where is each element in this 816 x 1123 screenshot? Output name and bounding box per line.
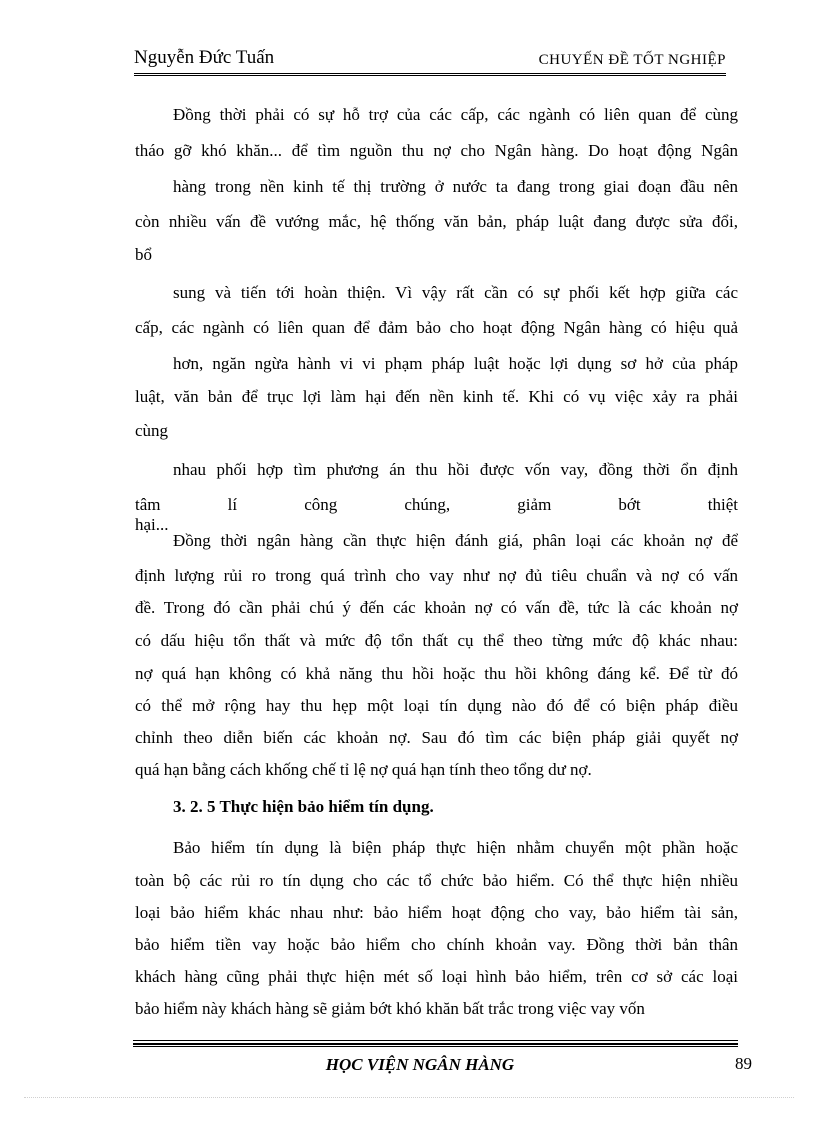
body-line: Đồng thời phải có sự hỗ trợ của các cấp, các ngành có liên quan để cùng [173, 105, 738, 124]
body-line: còn nhiều vấn đề vướng mắc, hệ thống văn bản, pháp luật đang được sửa đổi, [135, 212, 738, 231]
body-line: tâm lí công chúng, giảm bớt thiệt hại... [135, 495, 738, 534]
header-title: CHUYẾN ĐỀ TỐT NGHIỆP [538, 52, 726, 68]
body-line: bổ [135, 245, 152, 264]
body-line: chỉnh theo diễn biến các khoản nợ. Sau đó tìm các biện pháp giải quyết nợ [135, 728, 738, 747]
body-line: tháo gỡ khó khăn... để tìm nguồn thu nợ cho Ngân hàng. Do hoạt động Ngân [135, 141, 738, 160]
body-line: nợ quá hạn không có khả năng thu hồi hoặc thu hồi không đáng kể. Để từ đó [135, 664, 738, 683]
body-line: đề. Trong đó cần phải chú ý đến các khoản nợ có vấn đề, tức là các khoản nợ [135, 598, 738, 617]
header-author: Nguyễn Đức Tuấn [134, 47, 275, 68]
page-edge-divider [24, 1097, 794, 1098]
body-line: có thể mở rộng hay thu hẹp một loại tín dụng nào đó để có biện pháp điều [135, 696, 738, 715]
body-line: định lượng rủi ro trong quá trình cho vay như nợ đủ tiêu chuẩn và nợ có vấn [135, 566, 738, 585]
body-line: quá hạn bằng cách khống chế tỉ lệ nợ quá hạn tính theo tổng dư nợ. [135, 760, 592, 779]
body-line: hơn, ngăn ngừa hành vi vi phạm pháp luật hoặc lợi dụng sơ hở của pháp [173, 354, 738, 373]
body-line: khách hàng cũng phải thực hiện mét số loại hình bảo hiểm, trên cơ sở các loại [135, 967, 738, 986]
body-line: bảo hiểm này khách hàng sẽ giảm bớt khó khăn bất trắc trong việc vay vốn [135, 999, 645, 1018]
header-rule [134, 73, 726, 74]
page-number: 89 [735, 1054, 752, 1073]
footer-rule [133, 1043, 738, 1045]
body-line: loại bảo hiểm khác nhau như: bảo hiểm hoạt động cho vay, bảo hiểm tài sản, [135, 903, 738, 922]
body-line: cùng [135, 421, 169, 440]
footer-institution: HỌC VIỆN NGÂN HÀNG [325, 1055, 515, 1074]
body-line: bảo hiểm tiền vay hoặc bảo hiểm cho chính khoản vay. Đồng thời bản thân [135, 935, 738, 954]
body-line: sung và tiến tới hoàn thiện. Vì vậy rất cần có sự phối kết hợp giữa các [173, 283, 738, 302]
body-line: có dấu hiệu tổn thất và mức độ tổn thất cụ thể theo từng mức độ khác nhau: [135, 631, 738, 650]
body-line: cấp, các ngành có liên quan để đảm bảo cho hoạt động Ngân hàng có hiệu quả [135, 318, 738, 337]
footer-rule [133, 1040, 738, 1041]
body-line: luật, văn bản để trục lợi làm hại đến nền kinh tế. Khi có vụ việc xảy ra phải [135, 387, 738, 406]
footer-rule [133, 1046, 738, 1047]
body-line: hàng trong nền kinh tế thị trường ở nước ta đang trong giai đoạn đầu nên [173, 177, 738, 196]
body-line: nhau phối hợp tìm phương án thu hồi được vốn vay, đồng thời ổn định [173, 460, 738, 479]
body-line: Đồng thời ngân hàng cần thực hiện đánh giá, phân loại các khoản nợ để [173, 531, 738, 550]
body-line: toàn bộ các rủi ro tín dụng cho các tổ chức bảo hiểm. Có thể thực hiện nhiều [135, 871, 738, 890]
section-heading: 3. 2. 5 Thực hiện bảo hiểm tín dụng. [173, 797, 434, 816]
body-line: Bảo hiểm tín dụng là biện pháp thực hiện nhằm chuyển một phần hoặc [173, 838, 738, 857]
header-rule [134, 75, 726, 76]
